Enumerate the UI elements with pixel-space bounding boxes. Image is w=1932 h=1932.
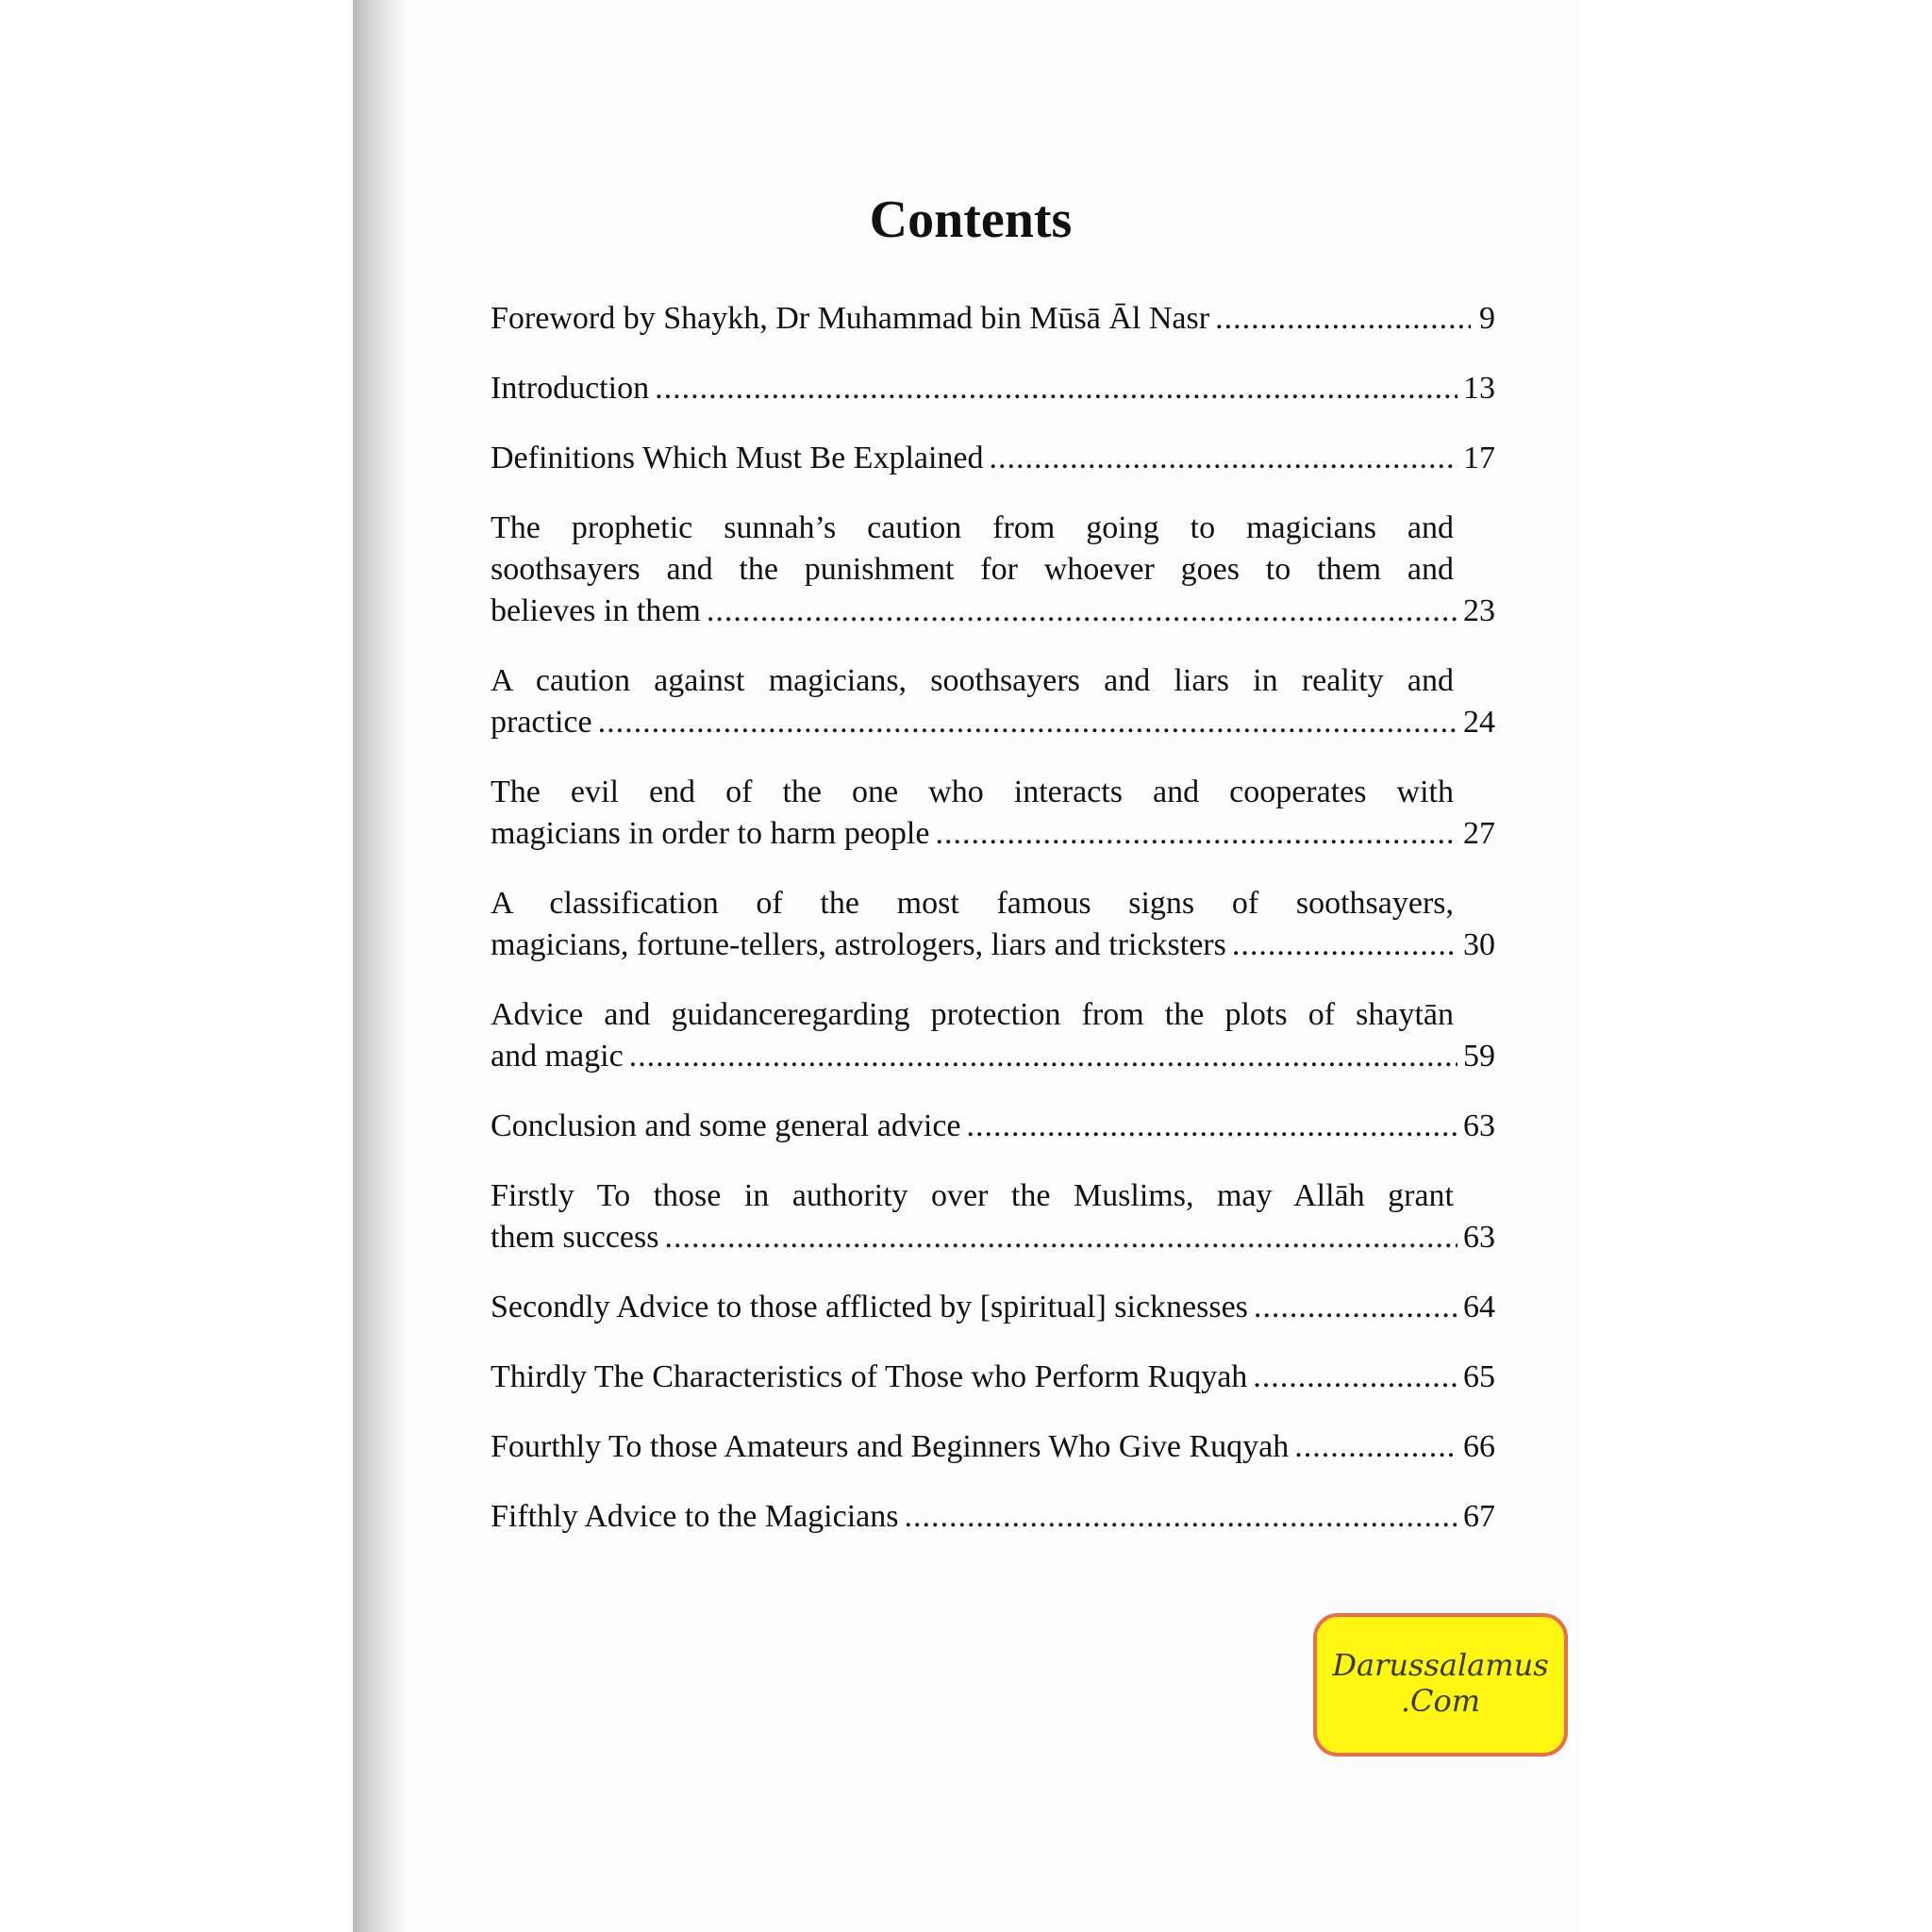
toc-entry [491, 772, 1495, 855]
page-number: 64 [1463, 1290, 1495, 1324]
toc-entry-title: Fifthly Advice to the Magicians [491, 1499, 899, 1534]
dot-leader [598, 702, 1457, 743]
toc-entry-title: magicians, fortune-tellers, astrologers, liars and tricksters [491, 927, 1226, 962]
page-number: 23 [1463, 593, 1495, 628]
page-number: 24 [1463, 705, 1495, 740]
page-number: 59 [1463, 1039, 1495, 1074]
dot-leader [707, 591, 1457, 632]
toc-entry-title: Conclusion and some general advice [491, 1108, 961, 1143]
toc-entry-title: Thirdly The Characteristics of Those who Perform Ruqyah [491, 1359, 1248, 1394]
page-number: 66 [1463, 1429, 1495, 1464]
toc-entry-title: Fourthly To those Amateurs and Beginners Who Give Ruqyah [491, 1429, 1290, 1464]
dot-leader [1215, 298, 1471, 340]
dot-leader [655, 368, 1457, 409]
toc-entry-title: Secondly Advice to those afflicted by [spiritual] sicknesses [491, 1290, 1248, 1324]
watermark-line2: .Com [1400, 1683, 1481, 1719]
toc-entry-title: Definitions Which Must Be Explained [491, 441, 984, 475]
toc-entry-line: The evil end of the one who interacts and cooperates with [491, 774, 1454, 809]
dot-leader [1254, 1287, 1457, 1328]
watermark-badge [1313, 1613, 1568, 1757]
page-title: Contents [869, 191, 1073, 249]
toc-entry-title: believes in them [491, 593, 701, 628]
toc-entry-title: Introduction [491, 371, 650, 406]
page-number: 9 [1479, 301, 1495, 336]
dot-leader [664, 1217, 1457, 1258]
toc-entry [491, 508, 1495, 632]
toc-entry [491, 994, 1495, 1077]
page-number: 67 [1463, 1499, 1495, 1534]
toc-entry-title: practice [491, 705, 592, 740]
toc-entry-title: Foreword by Shaykh, Dr Muhammad bin Mūsā Āl Nasr [491, 301, 1210, 336]
dot-leader [905, 1496, 1458, 1538]
toc-entry [491, 298, 1495, 340]
toc-entry [491, 1106, 1495, 1147]
toc-entry [491, 1426, 1495, 1468]
dot-leader [1294, 1426, 1457, 1468]
dot-leader [1232, 924, 1457, 966]
toc-entry-line: Firstly To those in authority over the Muslims, may Allāh grant [491, 1178, 1454, 1213]
toc-entry [491, 1357, 1495, 1398]
page-number: 27 [1463, 816, 1495, 851]
toc-entry [491, 1287, 1495, 1328]
dot-leader [967, 1106, 1457, 1147]
toc-entry [491, 438, 1495, 479]
page-number: 30 [1463, 927, 1495, 962]
toc-entry-line: A classification of the most famous signs of soothsayers, [491, 886, 1454, 921]
page-number: 63 [1463, 1220, 1495, 1255]
toc-entry-line: The prophetic sunnah’s caution from going to magicians and [491, 510, 1454, 545]
toc-entry-line: Advice and guidanceregarding protection from the plots of shaytān [491, 997, 1454, 1032]
dot-leader [935, 813, 1457, 855]
toc-entry-line: soothsayers and the punishment for whoever goes to them and [491, 552, 1454, 587]
toc-entry [491, 1175, 1495, 1258]
toc-entry-title: them success [491, 1220, 659, 1255]
dot-leader [629, 1036, 1457, 1077]
watermark-line1: Darussalamus [1332, 1647, 1549, 1683]
page-number: 17 [1463, 441, 1495, 475]
toc-entry [491, 368, 1495, 409]
page-number: 63 [1463, 1108, 1495, 1143]
toc-entry-line: A caution against magicians, soothsayers and liars in reality and [491, 663, 1454, 698]
toc-entry-title: magicians in order to harm people [491, 816, 930, 851]
toc-entry [491, 660, 1495, 743]
toc-entry [491, 1496, 1495, 1538]
dot-leader [990, 438, 1457, 479]
toc-entry-title: and magic [491, 1039, 624, 1074]
dot-leader [1253, 1357, 1457, 1398]
page-number: 13 [1463, 371, 1495, 406]
page-number: 65 [1463, 1359, 1495, 1394]
page-gutter-shadow [353, 0, 409, 1932]
table-of-contents [491, 298, 1495, 1566]
toc-entry [491, 883, 1495, 966]
